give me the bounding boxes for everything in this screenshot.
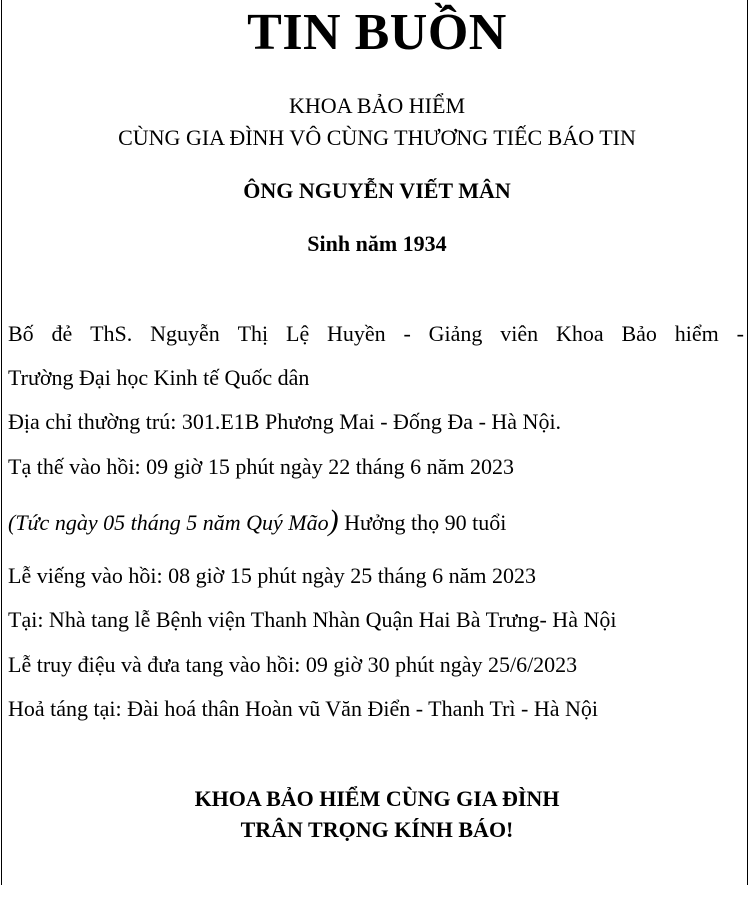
memorial-line: Lễ truy điệu và đưa tang vào hồi: 09 giờ 30 phút ngày 25/6/2023 bbox=[8, 652, 578, 677]
lunar-date-line bbox=[8, 506, 744, 538]
age-text: Hưởng thọ 90 tuổi bbox=[338, 510, 507, 535]
relation-word: ThS. bbox=[90, 321, 133, 346]
relation-word: Giảng bbox=[428, 321, 483, 346]
header-line-1: KHOA BẢO HIỂM bbox=[289, 93, 465, 118]
birth-year: Sinh năm 1934 bbox=[307, 231, 447, 256]
relation-word: Bố bbox=[8, 321, 34, 346]
relation-word: Nguyễn bbox=[150, 321, 220, 346]
relation-word: Thị bbox=[237, 321, 269, 346]
relation-word: Lệ bbox=[286, 321, 310, 346]
header-line-2: CÙNG GIA ĐÌNH VÔ CÙNG THƯƠNG TIẾC BÁO TIN bbox=[118, 125, 636, 150]
relation-word: - bbox=[736, 321, 744, 346]
footer-line-2: TRÂN TRỌNG KÍNH BÁO! bbox=[240, 817, 514, 842]
lunar-date: (Tức ngày 05 tháng 5 năm Quý Mão bbox=[8, 510, 329, 535]
footer-line-1: KHOA BẢO HIỂM CÙNG GIA ĐÌNH bbox=[194, 786, 560, 811]
cremation-line: Hoả táng tại: Đài hoá thân Hoàn vũ Văn Điển - Thanh Trì - Hà Nội bbox=[8, 696, 599, 721]
notice-title: TIN BUỒN bbox=[247, 4, 507, 61]
visitation-line: Lễ viếng vào hồi: 08 giờ 15 phút ngày 25 tháng 6 năm 2023 bbox=[8, 563, 536, 588]
address-line: Địa chỉ thường trú: 301.E1B Phương Mai - Đống Đa - Hà Nội. bbox=[8, 409, 562, 434]
deceased-name: ÔNG NGUYỄN VIẾT MÂN bbox=[243, 178, 511, 203]
lunar-close-paren: ) bbox=[328, 504, 339, 537]
passed-away-line: Tạ thế vào hồi: 09 giờ 15 phút ngày 22 tháng 6 năm 2023 bbox=[8, 454, 514, 479]
relation-word: - bbox=[403, 321, 411, 346]
relation-word: Khoa bbox=[555, 321, 604, 346]
relation-word: Bảo bbox=[621, 321, 657, 346]
relation-word: Huyền bbox=[327, 321, 386, 346]
relation-word: viên bbox=[500, 321, 539, 346]
relation-line-continued: Trường Đại học Kinh tế Quốc dân bbox=[8, 365, 310, 390]
funeral-place-line: Tại: Nhà tang lễ Bệnh viện Thanh Nhàn Quận Hai Bà Trưng- Hà Nội bbox=[8, 607, 617, 632]
relation-line bbox=[8, 319, 744, 349]
relation-word: đẻ bbox=[51, 321, 73, 346]
relation-word: hiểm bbox=[674, 321, 719, 346]
